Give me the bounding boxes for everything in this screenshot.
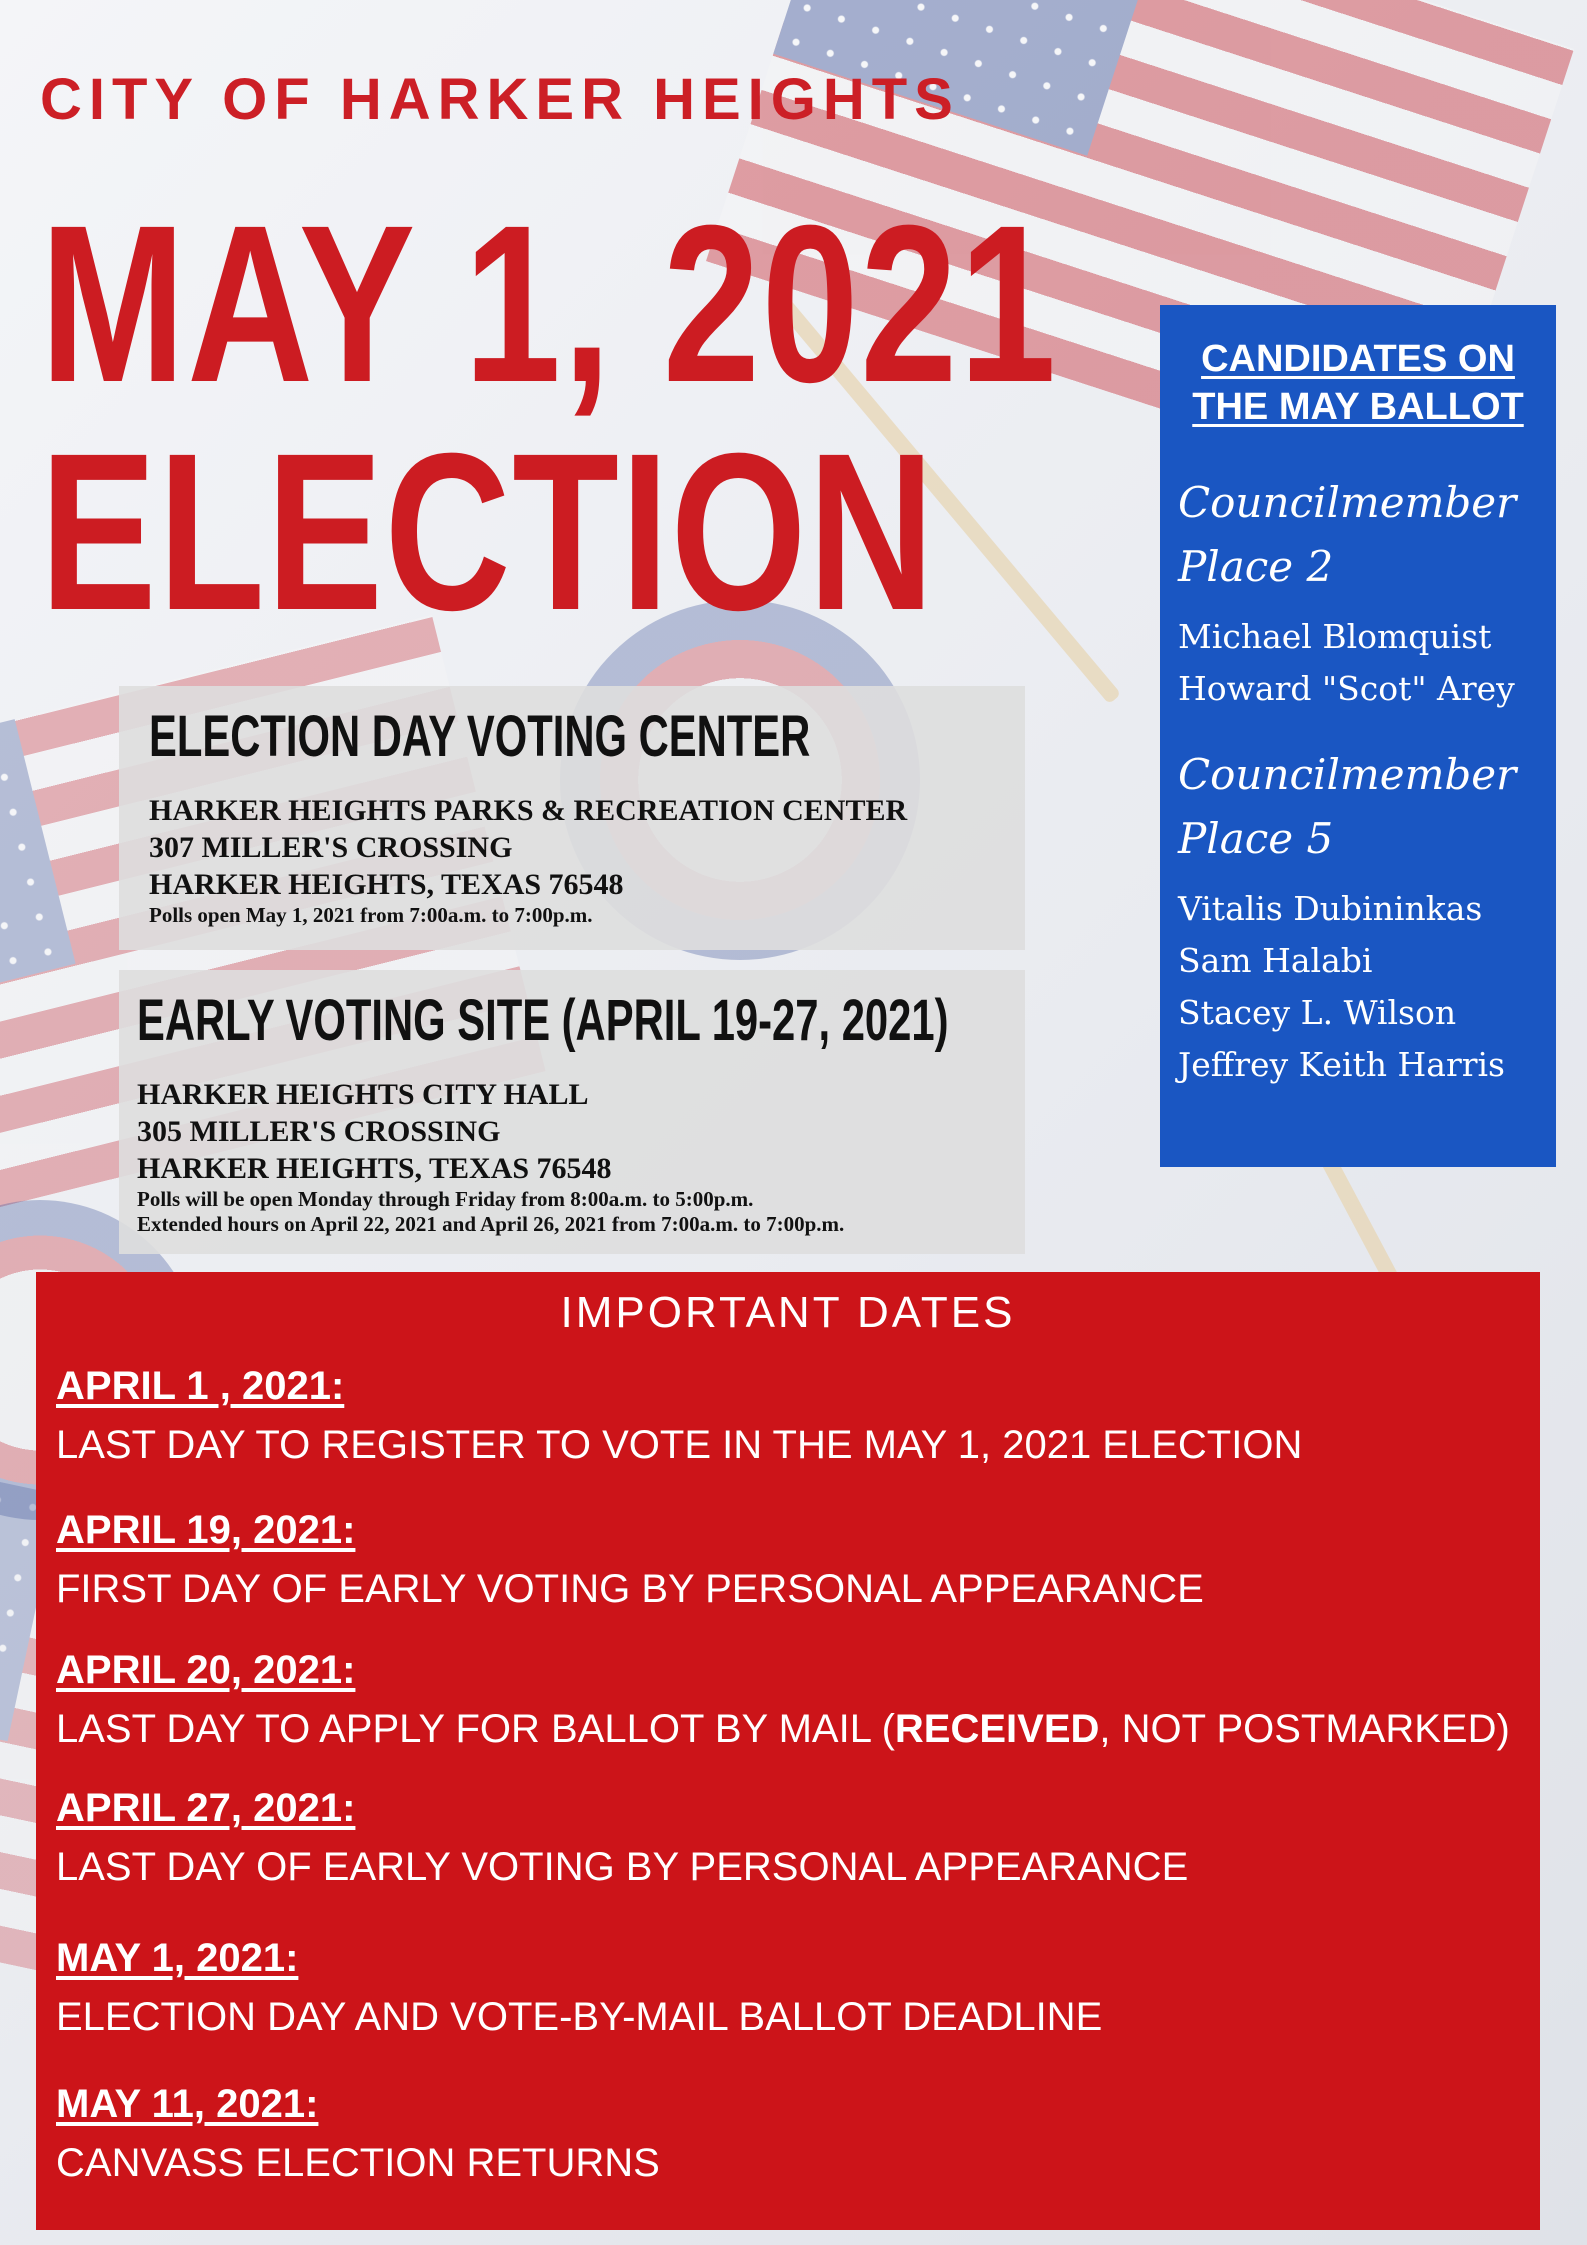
place-5-label: Councilmember Place 5 — [1178, 750, 1517, 863]
center-hours: Polls open May 1, 2021 from 7:00a.m. to 7:00p.m. — [149, 903, 593, 927]
place-2-label: Councilmember Place 2 — [1178, 478, 1517, 591]
entry-text: LAST DAY TO REGISTER TO VOTE IN THE MAY 1, 2021 ELECTION — [56, 1423, 1303, 1467]
early-voting-heading: EARLY VOTING SITE (APRIL 19-27, 2021) — [137, 988, 949, 1053]
candidates-heading: CANDIDATES ON THE MAY BALLOT — [1192, 338, 1524, 428]
entry-text: FIRST DAY OF EARLY VOTING BY PERSONAL APPEARANCE — [56, 1567, 1204, 1611]
candidate-name: Sam Halabi — [1178, 941, 1373, 980]
important-dates-panel — [36, 1272, 1540, 2230]
date-entry — [56, 1648, 1510, 1752]
candidates-panel — [1160, 305, 1556, 1167]
city-title: CITY OF HARKER HEIGHTS — [40, 67, 960, 132]
site-address: 305 MILLER'S CROSSING — [137, 1115, 501, 1148]
candidate-name: Michael Blomquist — [1178, 617, 1492, 656]
entry-date: MAY 1, 2021: — [56, 1936, 299, 1980]
election-date-title: MAY 1, 2021 — [40, 179, 1058, 429]
date-entry — [56, 1364, 1302, 1468]
entry-date: APRIL 19, 2021: — [56, 1508, 356, 1552]
candidate-name: Howard "Scot" Arey — [1178, 669, 1515, 708]
entry-date: APRIL 20, 2021: — [56, 1648, 356, 1692]
center-city: HARKER HEIGHTS, TEXAS 76548 — [149, 868, 624, 901]
date-entry — [56, 2082, 660, 2186]
entry-text: LAST DAY TO APPLY FOR BALLOT BY MAIL (RECEIVED, NOT POSTMARKED) — [56, 1707, 1510, 1751]
entry-text: LAST DAY OF EARLY VOTING BY PERSONAL APPEARANCE — [56, 1845, 1189, 1889]
site-hours: Polls will be open Monday through Friday from 8:00a.m. to 5:00p.m. — [137, 1187, 754, 1211]
center-address: 307 MILLER'S CROSSING — [149, 831, 513, 864]
entry-date: MAY 11, 2021: — [56, 2082, 319, 2126]
candidate-name: Stacey L. Wilson — [1178, 993, 1457, 1032]
center-name: HARKER HEIGHTS PARKS & RECREATION CENTER — [149, 794, 908, 827]
date-entry — [56, 1508, 1204, 1612]
date-entry — [56, 1936, 1102, 2040]
place-2-candidates — [1160, 611, 1556, 715]
site-city: HARKER HEIGHTS, TEXAS 76548 — [137, 1152, 612, 1185]
early-voting-site-panel — [119, 970, 1025, 1254]
site-name: HARKER HEIGHTS CITY HALL — [137, 1078, 589, 1111]
candidate-name: Jeffrey Keith Harris — [1178, 1045, 1505, 1084]
important-dates-heading: IMPORTANT DATES — [560, 1288, 1016, 1337]
date-entry — [56, 1786, 1188, 1890]
entry-text: CANVASS ELECTION RETURNS — [56, 2141, 660, 2185]
entry-date: APRIL 27, 2021: — [56, 1786, 356, 1830]
site-extended-hours: Extended hours on April 22, 2021 and April 26, 2021 from 7:00a.m. to 7:00p.m. — [137, 1212, 845, 1236]
election-day-heading: ELECTION DAY VOTING CENTER — [149, 704, 811, 769]
candidate-name: Vitalis Dubininkas — [1178, 889, 1483, 928]
place-5-candidates — [1160, 883, 1556, 1091]
election-day-voting-center-panel — [119, 686, 1025, 950]
entry-date: APRIL 1 , 2021: — [56, 1364, 345, 1408]
entry-text: ELECTION DAY AND VOTE-BY-MAIL BALLOT DEADLINE — [56, 1995, 1103, 2039]
election-title: ELECTION — [40, 407, 936, 657]
